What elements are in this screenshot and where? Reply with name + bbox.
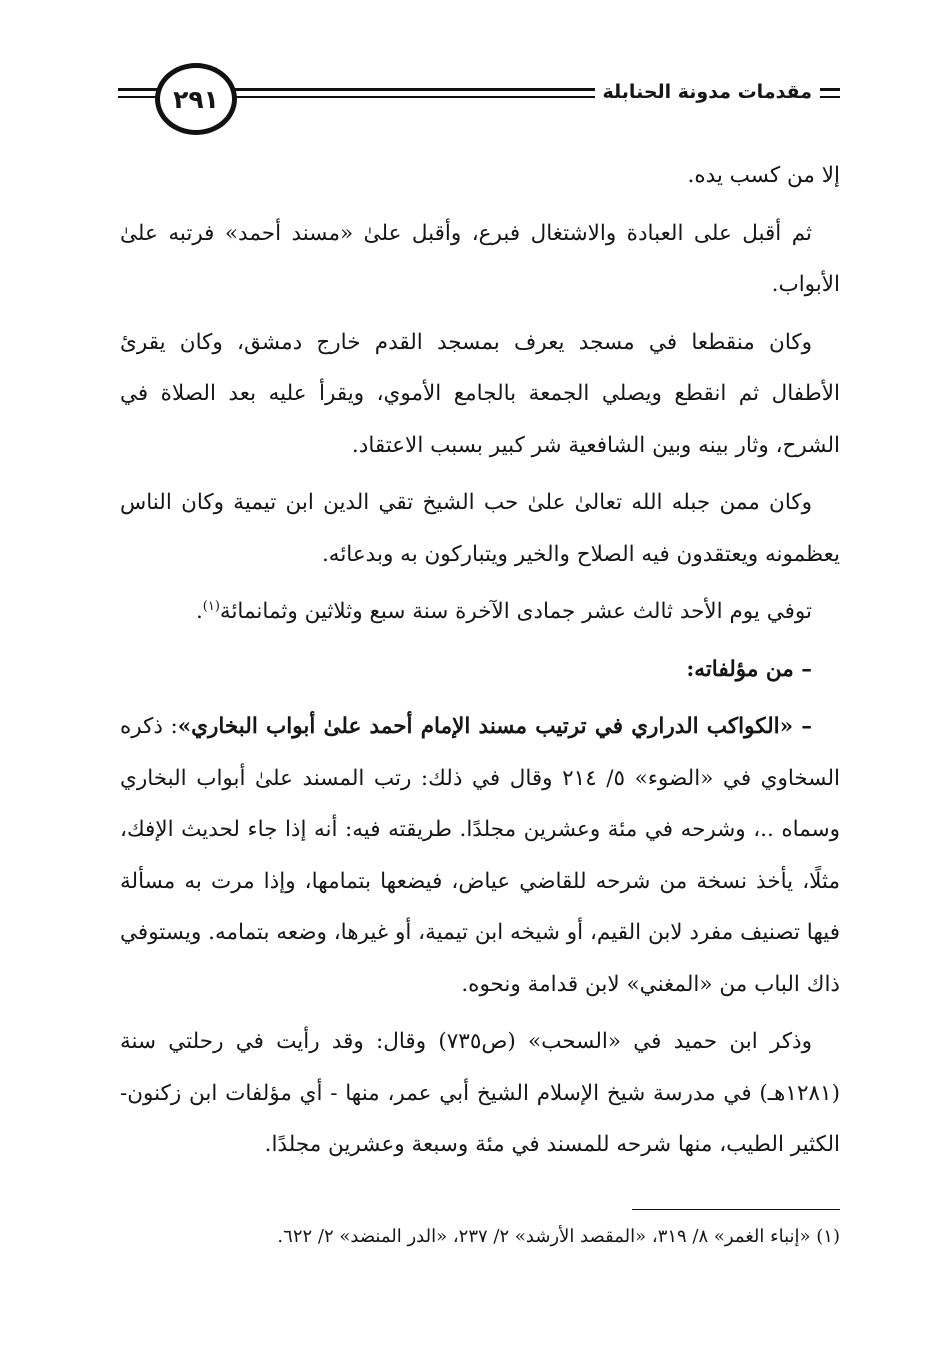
- footnote: (١) «إنباء الغمر» ٨/ ٣١٩، «المقصد الأرشد» ٢/ ٢٣٧، «الدر المنضد» ٢/ ٦٢٢.: [277, 1226, 840, 1247]
- page-number-badge: [155, 63, 237, 135]
- work-title: – «الكواكب الدراري في ترتيب مسند الإمام أحمد علىٰ أبواب البخاري»: [177, 714, 813, 739]
- running-title: مقدمات مدونة الحنابلة: [595, 81, 820, 103]
- main-text: [120, 150, 840, 1177]
- header-rule-left-top: [118, 88, 160, 91]
- paragraph-work: [120, 701, 840, 1010]
- paragraph-1: إلا من كسب يده.: [687, 163, 840, 188]
- work-description: : ذكره السخاوي في «الضوء» ٥/ ٢١٤ وقال في ذلك: رتب المسند علىٰ أبواب البخاري وسماه ..، وشرحه في مئة وعشرين مجلدًا. طريقته فيه: أنه إذا جاء لحديث الإفك، مثلًا، يأخذ نسخة من شرحه للقاضي عياض، فيضعها بتمامها، وإذا مرت به مسألة فيها تصنيف مفرد لابن القيم، أو شيخه ابن تيمية، أو غيرها، وضعه بتمامه. ويستوفي ذاك الباب من «المغني» لابن قدامة ونحوه.: [120, 714, 840, 997]
- paragraph-3: وكان منقطعا في مسجد يعرف بمسجد القدم خارج دمشق، وكان يقرئ الأطفال ثم انقطع ويصلي الجمعة بالجامع الأموي، ويقرأ عليه بعد الصلاة في الشرح، وثار بينه وبين الشافعية شر كبير بسبب الاعتقاد.: [120, 329, 840, 458]
- page-number: ٢٩١: [173, 84, 219, 114]
- footnote-ref: (١): [202, 598, 220, 614]
- footnote-separator: [632, 1209, 840, 1210]
- section-heading: – من مؤلفاته:: [686, 656, 812, 682]
- header-rule-left-bottom: [118, 96, 160, 98]
- paragraph-5: [120, 586, 840, 638]
- paragraph-5-end: .: [195, 599, 203, 624]
- paragraph-4: وكان ممن جبله الله تعالىٰ علىٰ حب الشيخ تقي الدين ابن تيمية وكان الناس يعظمونه ويعتقدون فيه الصلاح والخير ويتباركون به وبدعائه.: [120, 490, 840, 567]
- paragraph-2: ثم أقبل على العبادة والاشتغال فبرع، وأقبل علىٰ «مسند أحمد» فرتبه علىٰ الأبواب.: [120, 220, 840, 297]
- death-date-text: توفي يوم الأحد ثالث عشر جمادى الآخرة سنة سبع وثلاثين وثمانمائة: [219, 599, 812, 624]
- page-header: [0, 58, 950, 138]
- paragraph-7: وذكر ابن حميد في «السحب» (ص٧٣٥) وقال: وقد رأيت في رحلتي سنة (١٢٨١هـ) في مدرسة شيخ الإسلام الشيخ أبي عمر، منها - أي مؤلفات ابن زكنون- الكثير الطيب، منها شرحه للمسند في مئة وسبعة وعشرين مجلدًا.: [120, 1029, 840, 1157]
